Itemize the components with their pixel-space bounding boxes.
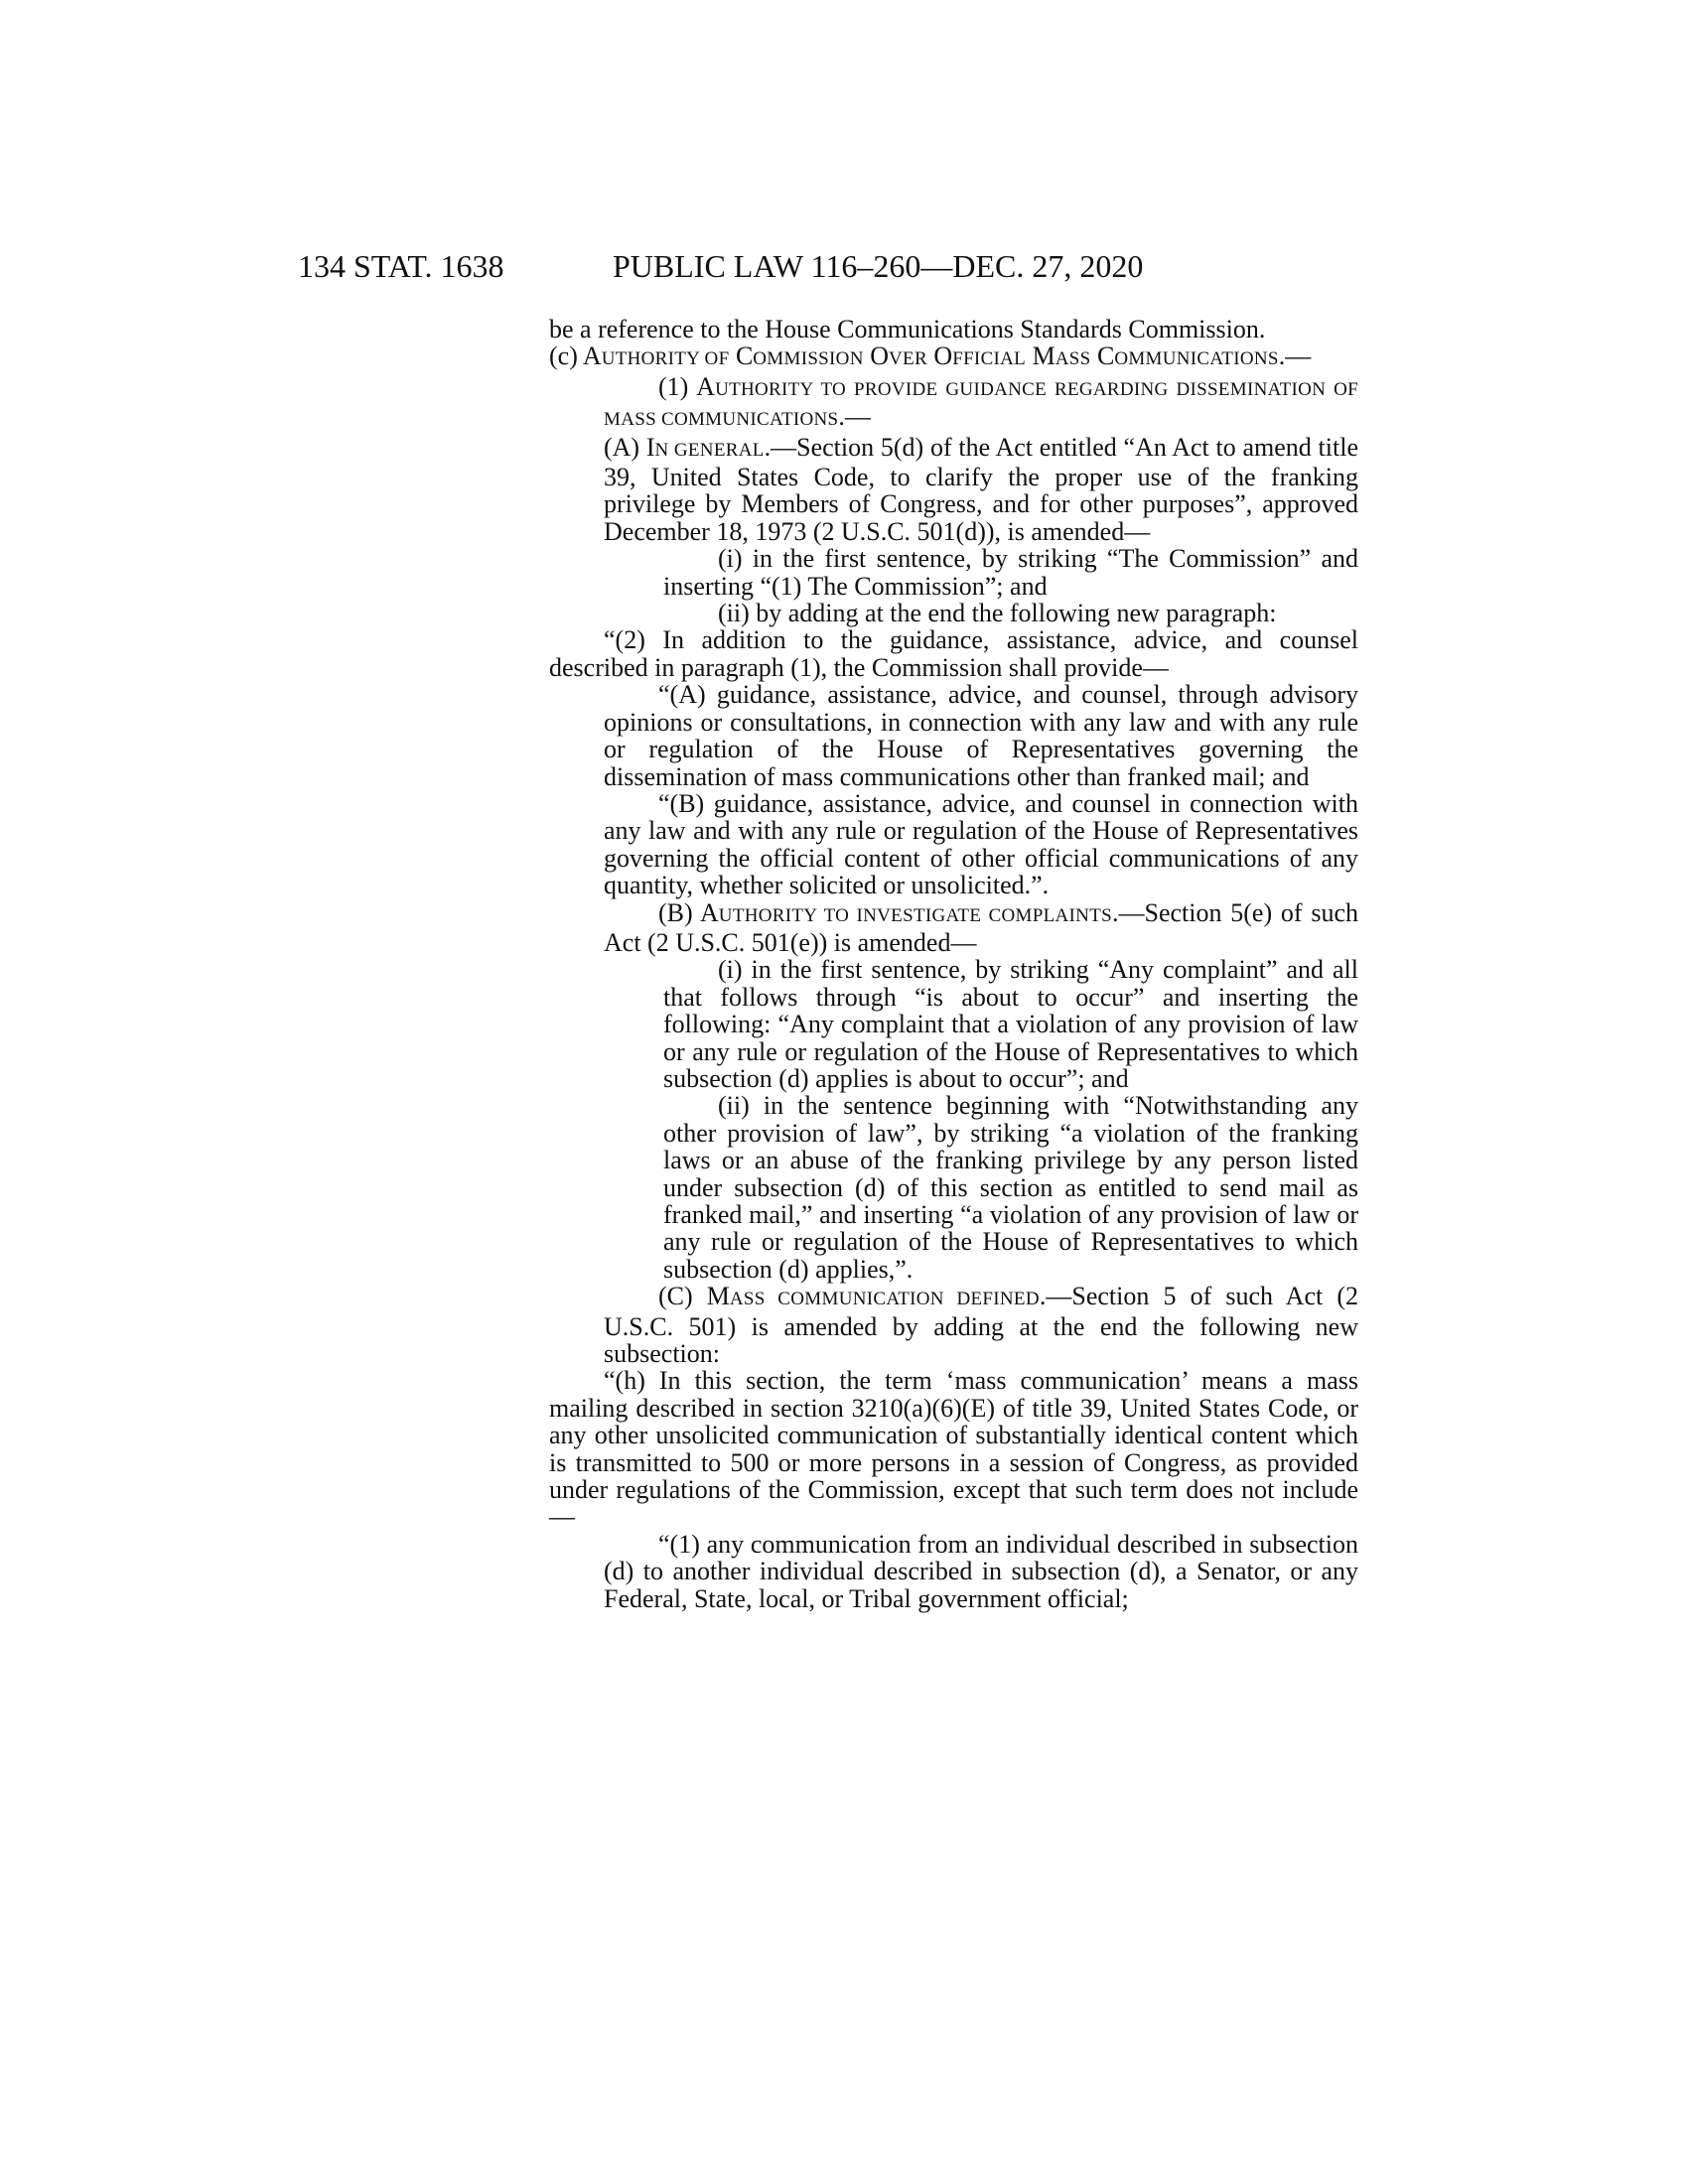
quoted-paragraph-2: “(2) In addition to the guidance, assistance, advice, and counsel described in paragraph (1), the Commission shall provide— xyxy=(549,625,1358,682)
text-span: O xyxy=(863,341,890,371)
text-span: (1) A xyxy=(658,371,716,401)
text-span: (C) M xyxy=(658,1282,730,1311)
small-caps-span: UTHORITY OF xyxy=(601,348,730,370)
quoted-paragraph-1: “(1) any communication from an individual described in subsection (d) to another individual described in subsection (d), a Senator, or any Federal, State, local, or Tribal government official; xyxy=(604,1529,1358,1613)
clause-ii: (ii) by adding at the end the following new paragraph: xyxy=(718,599,1277,628)
quoted-subsection-h: “(h) In this section, the term ‘mass communication’ means a mass mailing described in section 3210(a)(6)(E) of title 39, United States Code, or any other unsolicited communication of substantially identical content which is transmitted to 500 or more persons in a session of Congress, as provided under regulations of the Commission, except that such term does not include— xyxy=(549,1366,1358,1532)
subparagraph-c xyxy=(604,1283,1358,1367)
text-span: .—Section 5(d) of the Act entitled “An Act to amend title 39, United States Code, to clarify the proper use of the franking privilege by Members of Congress, and for other purposes”, approved December 18, 1973 (2 U.S.C. 501(d)), is amended— xyxy=(604,432,1358,546)
paragraph-subsection-c xyxy=(549,342,1358,372)
small-caps-span: UTHORITY TO INVESTIGATE COMPLAINTS xyxy=(718,904,1112,926)
quoted-subparagraph-b: “(B) guidance, assistance, advice, and counsel in connection with any law and with any rule or regulation of the House of Representatives governing the official content of other official communications of any quantity, whether solicited or unsolicited.”. xyxy=(604,788,1358,900)
text-span: C xyxy=(1090,341,1115,371)
small-caps-span: OMMUNICATIONS xyxy=(1114,348,1279,370)
text-span: .—Section 5(e) of such Act (2 U.S.C. 501(e)) is amended— xyxy=(604,897,1359,957)
text-span: (B) A xyxy=(658,897,719,927)
small-caps-span: FFICIAL xyxy=(952,348,1027,370)
text-span: .— xyxy=(838,402,871,432)
paragraph-1 xyxy=(549,373,1358,434)
subparagraph-a xyxy=(604,434,1358,546)
small-caps-span: OMMISSION xyxy=(753,348,864,370)
small-caps-span: VER xyxy=(889,348,927,370)
statute-page-reference: 134 STAT. 1638 xyxy=(298,248,504,284)
text-span: (A) I xyxy=(604,432,655,462)
quoted-subparagraph-a: “(A) guidance, assistance, advice, and counsel, through advisory opinions or consultations, in connection with any law and with any rule or regulation of the House of Representatives governing the dissemination of mass communications other than franked mail; and xyxy=(604,680,1358,791)
small-caps-span: ASS xyxy=(1055,348,1091,370)
subparagraph-b xyxy=(604,899,1358,957)
paragraph-continuation: be a reference to the House Communications Standards Commission. xyxy=(549,315,1266,343)
small-caps-span: UTHORITY TO PROVIDE GUIDANCE REGARDING DISSEMINATION OF MASS COMMUNICATIONS xyxy=(604,378,1358,431)
text-span: O xyxy=(926,341,953,371)
small-caps-span: N GENERAL xyxy=(654,439,765,461)
text-span: (c) A xyxy=(549,341,602,371)
body-text xyxy=(549,316,1358,1612)
running-head: PUBLIC LAW 116–260—DEC. 27, 2020 xyxy=(613,248,1144,284)
small-caps-span: ASS COMMUNICATION DEFINED xyxy=(729,1289,1040,1310)
text-span: .— xyxy=(1278,341,1312,371)
clause-ii: (ii) in the sentence beginning with “Notwithstanding any other provision of law”, by striking “a violation of the franking laws or an abuse of the franking privilege by any person listed under subsection (d) of this section as entitled to send mail as franked mail,” and inserting “a violation of any provision of law or any rule or regulation of the House of Representatives to which subsection (d) applies,”. xyxy=(663,1091,1358,1284)
text-span: .—Section 5 of such Act (2 U.S.C. 501) is amended by adding at the end the following new subsection: xyxy=(604,1282,1358,1369)
clause-i: (i) in the first sentence, by striking “Any complaint” and all that follows through “is about to occur” and inserting the following: “Any complaint that a violation of any provision of law or any rule or regulation of the House of Representatives to which subsection (d) applies is about to occur”; and xyxy=(663,955,1358,1093)
clause-i: (i) in the first sentence, by striking “The Commission” and inserting “(1) The Commission”; and xyxy=(663,544,1358,601)
text-span: C xyxy=(729,341,754,371)
text-span: M xyxy=(1026,341,1055,371)
